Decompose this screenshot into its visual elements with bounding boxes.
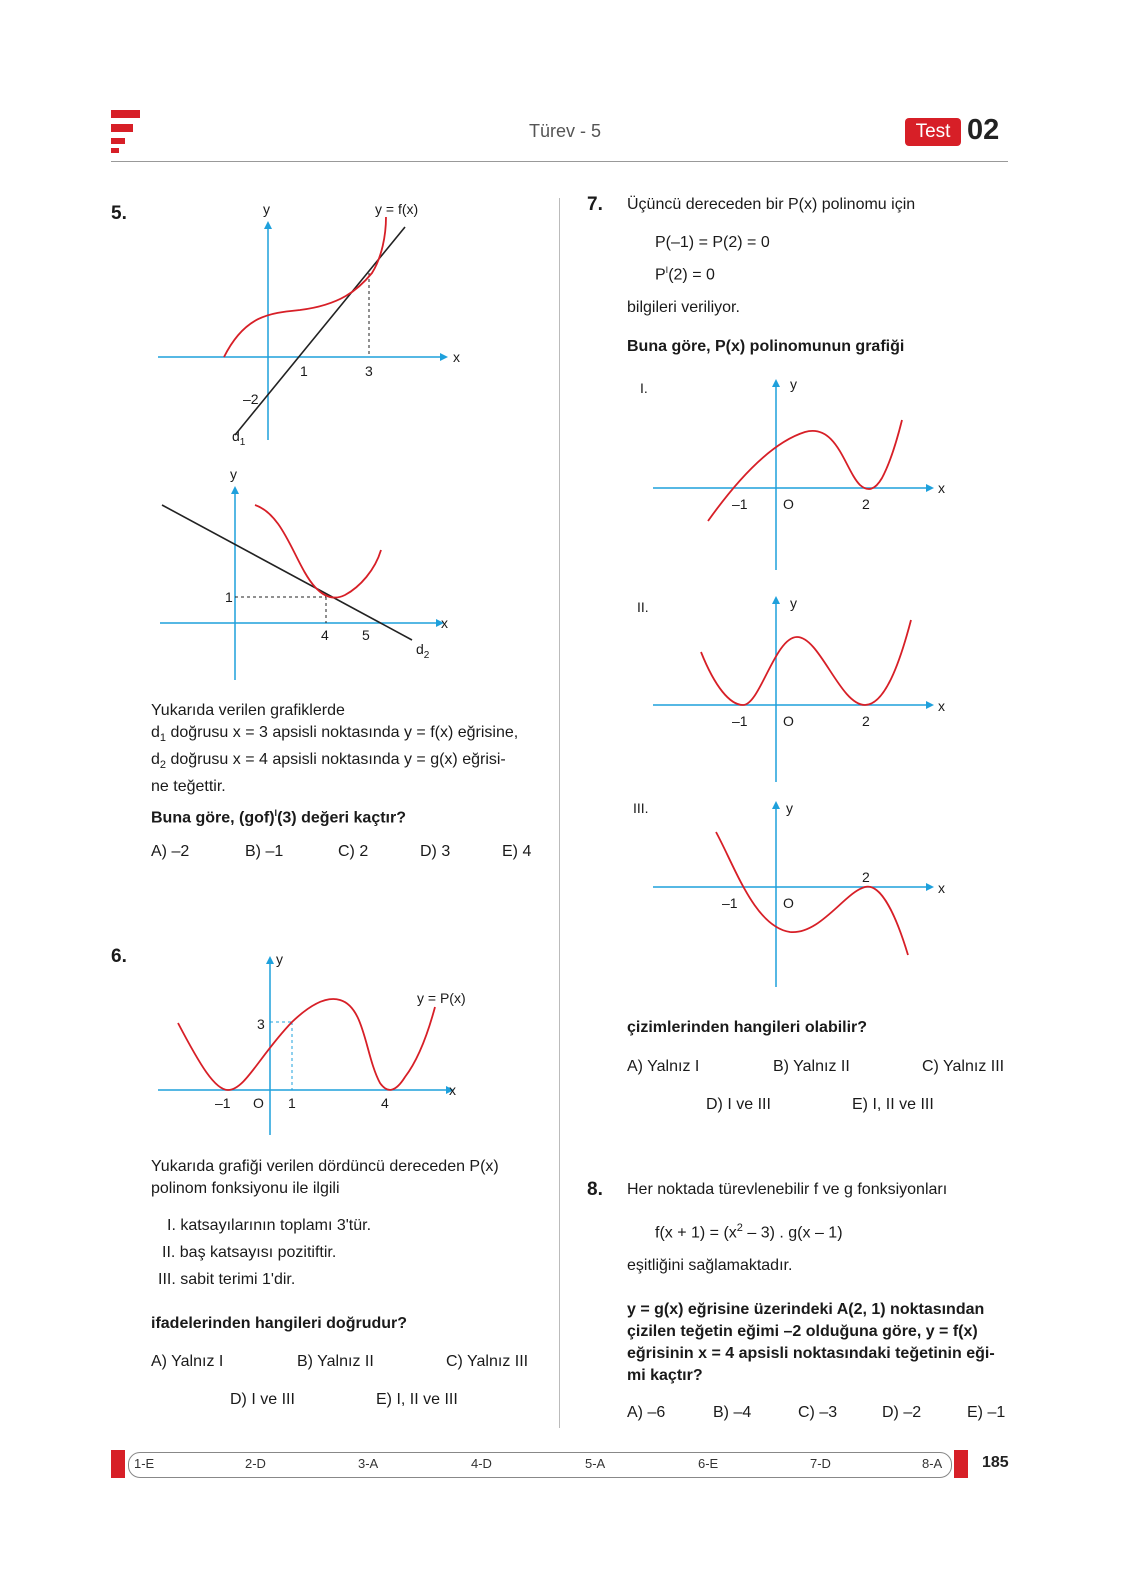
question-number: 5. <box>111 203 127 224</box>
q8-choice-e[interactable]: E) –1 <box>967 1404 1006 1421</box>
q5-g1-d1-label: $d_1$ <box>232 428 246 448</box>
q7-g3-m1: –1 <box>722 895 738 911</box>
test-badge: Test <box>905 118 961 146</box>
q6-tick-4: 4 <box>381 1095 389 1111</box>
q6-choice-a[interactable]: A) Yalnız I <box>151 1353 224 1370</box>
q6-y-label: y <box>276 951 283 967</box>
q8-choice-c[interactable]: C) –3 <box>798 1404 838 1421</box>
q7-given: bilgileri veriliyor. <box>627 299 740 316</box>
q5-question: Buna göre, (gof)$^I$(3) değeri kaçtır? <box>151 808 406 827</box>
q5-choice-d[interactable]: D) 3 <box>420 843 451 860</box>
footer-right-marker <box>954 1450 968 1478</box>
q7-choice-d[interactable]: D) I ve III <box>706 1096 771 1113</box>
answer-7: 7-D <box>810 1456 831 1471</box>
header-divider <box>111 161 1008 162</box>
q7-g2-m1: –1 <box>732 713 748 729</box>
answer-1: 1-E <box>134 1456 155 1471</box>
q6-curve-label: y = P(x) <box>417 990 466 1006</box>
q6-choice-c[interactable]: C) Yalnız III <box>446 1353 529 1370</box>
q7-cond1: P(–1) = P(2) = 0 <box>655 234 770 251</box>
q7-g2-2: 2 <box>862 713 870 729</box>
answer-4: 4-D <box>471 1456 492 1471</box>
q5-g1-x-label: x <box>453 349 460 365</box>
footer-left-marker <box>111 1450 125 1478</box>
q8-question: y = g(x) eğrisine üzerindeki A(2, 1) noktasından çizilen teğetin eğimi –2 olduğuna göre, y = f(x) eğrisinin x = 4 apsisli noktasındaki teğetinin eği- mi kaçtır? <box>627 1301 995 1384</box>
q5-g1-tick-m2: –2 <box>243 391 259 407</box>
q7-g3-2: 2 <box>862 869 870 885</box>
q8-choice-b[interactable]: B) –4 <box>713 1404 752 1421</box>
q5-g2-tick-5: 5 <box>362 627 370 643</box>
q8-given: eşitliğini sağlamaktadır. <box>627 1257 793 1274</box>
q7-question: Buna göre, P(x) polinomunun grafiği <box>627 338 905 355</box>
q6-choice-b[interactable]: B) Yalnız II <box>297 1353 374 1370</box>
q6-tick-O: O <box>253 1095 264 1111</box>
q5-g1-y-label: y <box>263 201 270 217</box>
q5-choice-e[interactable]: E) 4 <box>502 843 532 860</box>
q7-question2: çizimlerinden hangileri olabilir? <box>627 1019 868 1036</box>
q5-g2-tick-1: 1 <box>225 589 233 605</box>
answer-3: 3-A <box>358 1456 379 1471</box>
q6-tick-1: 1 <box>288 1095 296 1111</box>
q6-question: ifadelerinden hangileri doğrudur? <box>151 1315 408 1332</box>
answer-8: 8-A <box>922 1456 943 1471</box>
q7-g3-y: y <box>786 800 793 816</box>
q6-choice-e[interactable]: E) I, II ve III <box>376 1391 458 1408</box>
q7-choice-a[interactable]: A) Yalnız I <box>627 1058 700 1075</box>
question-number: 6. <box>111 946 127 967</box>
q5-choice-b[interactable]: B) –1 <box>245 843 284 860</box>
q6-choice-d[interactable]: D) I ve III <box>230 1391 295 1408</box>
q5-g1-tick-3: 3 <box>365 363 373 379</box>
q7-g2-x: x <box>938 698 945 714</box>
q7-g1-x: x <box>938 480 945 496</box>
logo <box>111 110 141 152</box>
q6-item-2: II. baş katsayısı pozitiftir. <box>162 1244 337 1261</box>
q8-equation: $f(x + 1) = (x^2 - 3)$ . g(x – 1) <box>655 1222 843 1242</box>
q7-g1-y: y <box>790 376 797 392</box>
q7-g2-y: y <box>790 595 797 611</box>
q7-g1-label: I. <box>640 380 648 396</box>
q7-g3-O: O <box>783 895 794 911</box>
q6-text: Yukarıda grafiği verilen dördüncü dereceden P(x) polinom fonksiyonu ile ilgili <box>151 1158 499 1197</box>
q7-g3-label: III. <box>633 800 649 816</box>
q7-g2-label: II. <box>637 599 649 615</box>
q5-g1-curve-label: y = f(x) <box>375 201 419 217</box>
q6-item-1: I. katsayılarının toplamı 3'tür. <box>167 1217 372 1234</box>
q7-g2-O: O <box>783 713 794 729</box>
q8-choice-a[interactable]: A) –6 <box>627 1404 666 1421</box>
q5-text: Yukarıda verilen grafiklerde $d_1$ doğrusu x = 3 apsisli noktasında y = f(x) eğrisine, $d_2$ doğrusu x = 4 apsisli noktasında y = g(x) eğrisi- ne teğettir. <box>151 702 519 796</box>
q6-tick-3: 3 <box>257 1016 265 1032</box>
q6-graph <box>150 945 470 1140</box>
q6-item-3: III. sabit terimi 1'dir. <box>158 1271 296 1288</box>
q7-graph-3 <box>645 797 945 992</box>
answer-2: 2-D <box>245 1456 266 1471</box>
q8-choice-d[interactable]: D) –2 <box>882 1404 922 1421</box>
q5-g1-tick-1: 1 <box>300 363 308 379</box>
q5-g2-y-label: y <box>230 466 237 482</box>
q6-x-label: x <box>449 1082 456 1098</box>
question-number: 8. <box>587 1179 603 1200</box>
answer-6: 6-E <box>698 1456 719 1471</box>
answer-5: 5-A <box>585 1456 606 1471</box>
q7-cond2: $P^I(2) = 0$ <box>655 265 715 284</box>
q7-g3-x: x <box>938 880 945 896</box>
q6-tick-m1: –1 <box>215 1095 231 1111</box>
page-number: 185 <box>982 1454 1009 1471</box>
q7-g1-m1: –1 <box>732 496 748 512</box>
q5-graph2 <box>150 465 460 685</box>
q7-choice-c[interactable]: C) Yalnız III <box>922 1058 1005 1075</box>
test-number: 02 <box>967 114 1000 146</box>
q5-choice-c[interactable]: C) 2 <box>338 843 369 860</box>
q5-g2-tick-4: 4 <box>321 627 329 643</box>
q7-graph-2 <box>645 592 945 787</box>
q5-choice-a[interactable]: A) –2 <box>151 843 190 860</box>
q7-g1-O: O <box>783 496 794 512</box>
q7-choice-b[interactable]: B) Yalnız II <box>773 1058 850 1075</box>
q7-intro: Üçüncü dereceden bir P(x) polinomu için <box>627 196 916 213</box>
column-divider <box>559 198 560 1428</box>
q8-intro: Her noktada türevlenebilir f ve g fonksiyonları <box>627 1181 948 1198</box>
question-number: 7. <box>587 194 603 215</box>
q7-g1-2: 2 <box>862 496 870 512</box>
q7-choice-e[interactable]: E) I, II ve III <box>852 1096 934 1113</box>
q7-graph-1 <box>645 375 945 575</box>
page-title: Türev - 5 <box>528 121 602 141</box>
q5-g2-d2-label: $d_2$ <box>416 641 430 661</box>
q5-g2-x-label: x <box>441 615 448 631</box>
q5-graph1 <box>150 195 460 455</box>
